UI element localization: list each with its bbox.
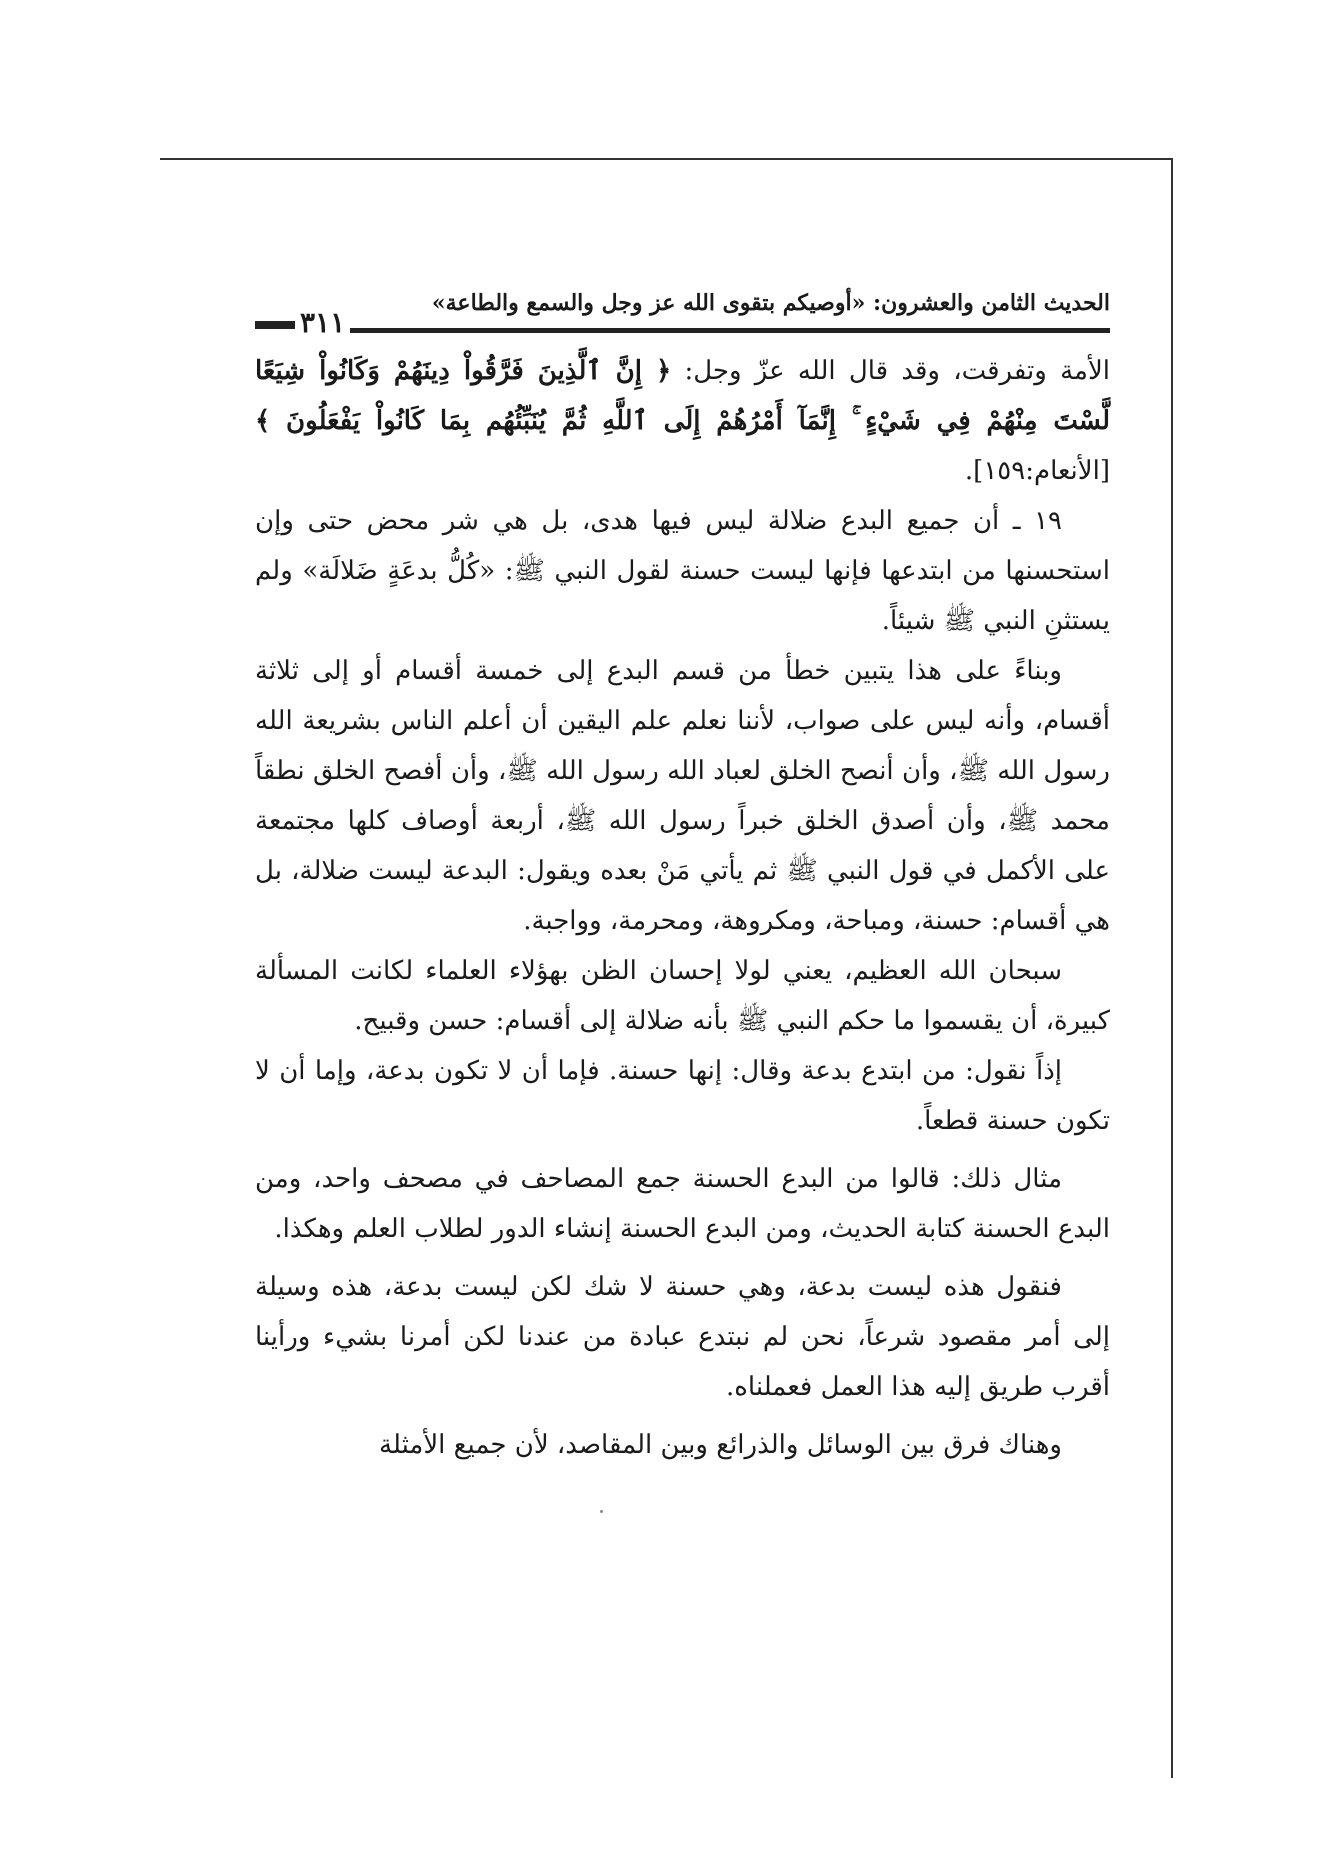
paragraph-subhan: سبحان الله العظيم، يعني لولا إحسان الظن بهؤلاء العلماء لكانت المسألة كبيرة، أن يقسموا ما حكم النبي ﷺ بأنه ضلالة إلى أقسام: حسن وقبيح. bbox=[255, 956, 1110, 1036]
paragraph-verse bbox=[255, 346, 1110, 496]
body-text bbox=[255, 346, 1110, 1470]
running-title: الحديث الثامن والعشرون: «أوصيكم بتقوى الله عز وجل والسمع والطاعة» bbox=[431, 290, 1110, 316]
scan-border-top bbox=[160, 158, 1172, 160]
paragraph-example: مثال ذلك: قالوا من البدع الحسنة جمع المصاحف في مصحف واحد، ومن البدع الحسنة كتابة الحديث، ومن البدع الحسنة إنشاء الدور لطلاب العلم وهكذا. bbox=[255, 1164, 1110, 1244]
scan-speck bbox=[600, 1510, 603, 1513]
book-page bbox=[255, 290, 1110, 1470]
paragraph-division: وبناءً على هذا يتبين خطأ من قسم البدع إلى خمسة أقسام أو إلى ثلاثة أقسام، وأنه ليس على صواب، لأننا نعلم علم اليقين أن أعلم الناس بشريعة الله رسول الله ﷺ، وأن أنصح الخلق لعباد الله رسول الله ﷺ، وأن أفصح الخلق نطقاً محمد ﷺ، وأن أصدق الخلق خبراً رسول الله ﷺ، أربعة أوصاف كلها مجتمعة على الأكمل في قول النبي ﷺ ثم يأتي مَنْ بعده ويقول: البدعة ليست ضلالة، بل هي أقسام: حسنة، ومباحة، ومكروهة، ومحرمة، وواجبة. bbox=[255, 656, 1110, 936]
page-number: ٣١١ bbox=[300, 306, 346, 339]
scan-border-right bbox=[1171, 158, 1173, 1778]
paragraph-conclusion: إذاً نقول: من ابتدع بدعة وقال: إنها حسنة. فإما أن لا تكون بدعة، وإما أن لا تكون حسنة قطعاً. bbox=[255, 1056, 1110, 1136]
paragraph-lead: الأمة وتفرقت، وقد قال الله عزّ وجل: bbox=[671, 356, 1111, 386]
verse-reference: [الأنعام:١٥٩]. bbox=[964, 456, 1110, 486]
page-number-ornament bbox=[255, 321, 295, 329]
header-rule bbox=[350, 328, 1110, 333]
paragraph-difference: وهناك فرق بين الوسائل والذرائع وبين المقاصد، لأن جميع الأمثلة bbox=[379, 1430, 1062, 1460]
quran-verse: ﴿ إِنَّ ٱلَّذِينَ فَرَّقُواْ دِينَهُمْ وَكَانُواْ شِيَعًا لَّسْتَ مِنْهُمْ فِي شَيْءٍ ۚ إِنَّمَآ أَمْرُهُمْ إِلَى ٱللَّهِ ثُمَّ يُنَبِّئُهُم بِمَا كَانُواْ يَفْعَلُونَ ﴾ bbox=[255, 356, 1110, 436]
paragraph-point-19: ١٩ ـ أن جميع البدع ضلالة ليس فيها هدى، بل هي شر محض حتى وإن استحسنها من ابتدعها فإنها ليست حسنة لقول النبي ﷺ: «كُلُّ بدعَةٍ ضَلالَة» ولم يستثنِ النبي ﷺ شيئاً. bbox=[255, 506, 1110, 636]
paragraph-response: فنقول هذه ليست بدعة، وهي حسنة لا شك لكن ليست بدعة، هذه وسيلة إلى أمر مقصود شرعاً، نحن لم نبتدع عبادة من عندنا لكن أمرنا بشيء ورأينا أقرب طريق إليه هذا العمل فعملناه. bbox=[255, 1272, 1110, 1402]
page-header bbox=[255, 290, 1110, 346]
